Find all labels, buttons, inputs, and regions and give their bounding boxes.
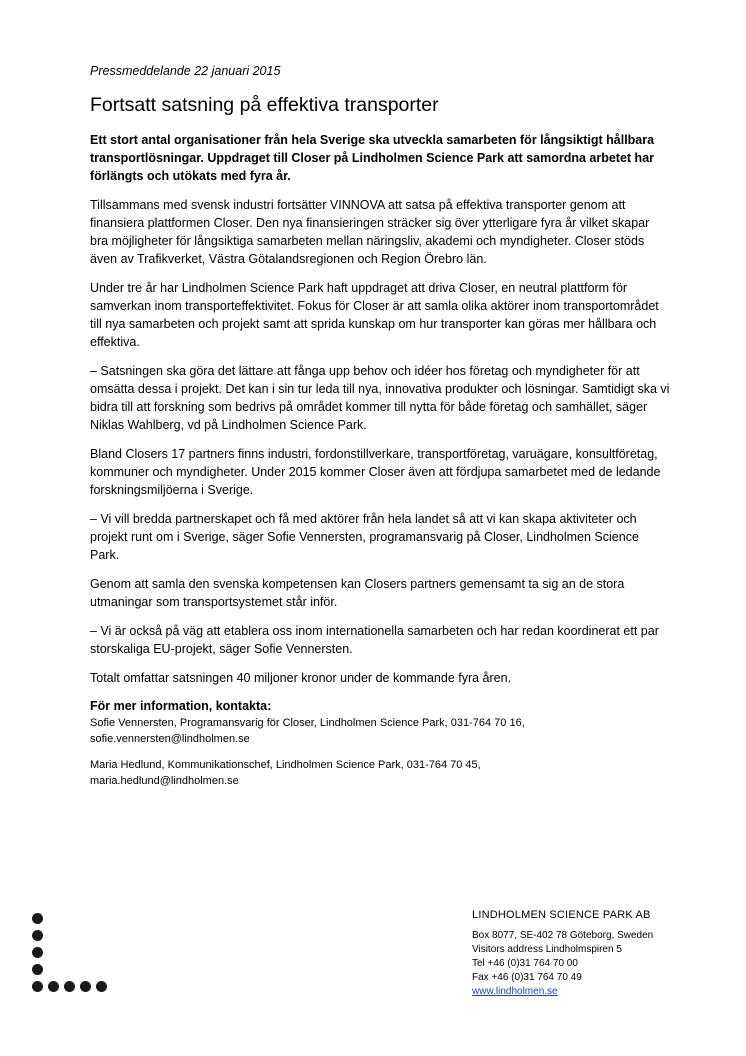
- logo-dot: [32, 947, 43, 958]
- body-paragraph-2: Under tre år har Lindholmen Science Park haft uppdraget att driva Closer, en neutral plattform för samverkan inom transporteffektivitet. Fokus för Closer är att samla olika aktörer inom transportområdet till nya samarbeten och projekt samt att sprida kunskap om hur transporter kan göras mer hållbara och effektiva.: [90, 281, 659, 350]
- logo-dot: [32, 930, 43, 941]
- logo-dot: [48, 981, 59, 992]
- company-name: LINDHOLMEN SCIENCE PARK AB: [472, 909, 651, 921]
- fax: Fax +46 (0)31 764 70 49: [472, 972, 582, 983]
- contact-section: [90, 698, 670, 789]
- company-footer: [472, 908, 732, 999]
- contact-heading: För mer information, kontakta:: [90, 699, 272, 714]
- logo-dot: [80, 981, 91, 992]
- press-release: [90, 64, 670, 799]
- contact-person-1: [90, 715, 670, 747]
- body-paragraph-1: Tillsammans med svensk industri fortsätter VINNOVA att satsa på effektiva transporter genom att finansiera plattformen Closer. Den nya finansieringen sträcker sig över ytterligare fyra år vilket skapar bra möjligheter för långsiktiga samarbeten mellan näringsliv, akademi och myndigheter. Closer stöds även av Trafikverket, Västra Götalandsregionen och Region Örebro län.: [90, 198, 650, 267]
- logo-dot: [64, 981, 75, 992]
- website-link[interactable]: www.lindholmen.se: [472, 986, 558, 997]
- logo-dot: [32, 981, 43, 992]
- body-paragraph-4: Bland Closers 17 partners finns industri, fordonstillverkare, transportföretag, varuägare, konsultföretag, kommuner och myndigheter. Under 2015 kommer Closer även att fördjupa samarbetet med de ledande forskningsmiljöerna i Sverige.: [90, 447, 661, 498]
- logo-dot: [32, 913, 43, 924]
- page-title: Fortsatt satsning på effektiva transporter: [90, 94, 439, 116]
- body-paragraph-3: – Satsningen ska göra det lättare att fånga upp behov och idéer hos företag och myndigheter för att omsätta dessa i projekt. Det kan i sin tur leda till nya, innovativa produkter och lösningar. Samtidigt ska vi bidra till att forskning som bedrivs på området kommer till nytta för både företag och samhället, säger Niklas Wahlberg, vd på Lindholmen Science Park.: [90, 364, 670, 433]
- telephone: Tel +46 (0)31 764 70 00: [472, 958, 578, 969]
- visitors-address: Visitors address Lindholmspiren 5: [472, 944, 622, 955]
- logo-dot: [32, 964, 43, 975]
- lead-paragraph: Ett stort antal organisationer från hela Sverige ska utveckla samarbeten för långsiktigt hållbara transportlösningar. Uppdraget till Closer på Lindholmen Science Park att samordna arbetet har förlängts och utökats med fyra år.: [90, 133, 655, 184]
- dateline: Pressmeddelande 22 januari 2015: [90, 64, 281, 78]
- postal-address: Box 8077, SE-402 78 Göteborg, Sweden: [472, 930, 654, 941]
- lindholmen-logo: [32, 913, 122, 995]
- contact-person-1-line: Sofie Vennersten, Programansvarig för Closer, Lindholmen Science Park, 031-764 70 16,: [90, 717, 525, 730]
- body-paragraph-8: Totalt omfattar satsningen 40 miljoner kronor under de kommande fyra åren.: [90, 671, 512, 686]
- body-paragraph-5: – Vi vill bredda partnerskapet och få med aktörer från hela landet så att vi kan skapa aktiviteter och projekt runt om i Sverige, säger Sofie Vennersten, programansvarig på Closer, Lindholmen Science Park.: [90, 512, 639, 563]
- body-paragraph-6: Genom att samla den svenska kompetensen kan Closers partners gemensamt ta sig an de stora utmaningar som transportsystemet står inför.: [90, 577, 625, 610]
- contact-person-2-line: Maria Hedlund, Kommunikationschef, Lindholmen Science Park, 031-764 70 45,: [90, 759, 481, 772]
- contact-person-2-email: maria.hedlund@lindholmen.se: [90, 775, 239, 788]
- logo-dot: [96, 981, 107, 992]
- contact-person-2: [90, 757, 670, 789]
- body-paragraph-7: – Vi är också på väg att etablera oss inom internationella samarbeten och har redan koordinerat ett par storskaliga EU-projekt, säger Sofie Vennersten.: [90, 624, 659, 657]
- contact-person-1-email: sofie.vennersten@lindholmen.se: [90, 733, 250, 746]
